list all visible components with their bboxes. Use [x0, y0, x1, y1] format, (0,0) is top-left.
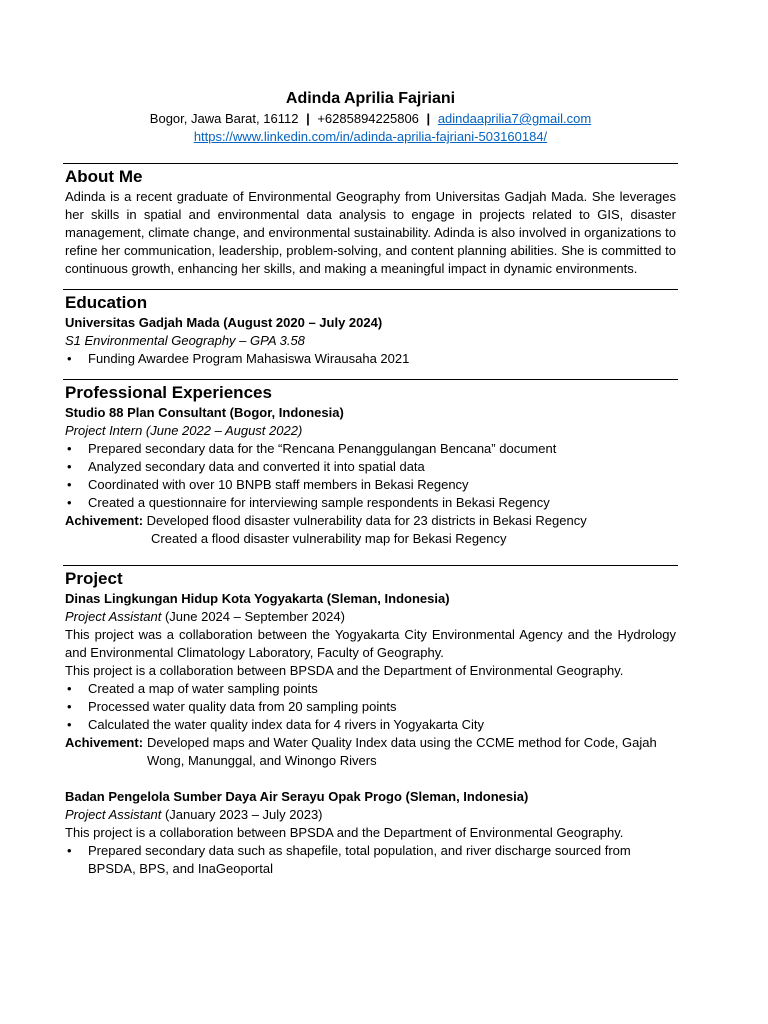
project-item	[65, 788, 676, 878]
list-item: • Prepared secondary data such as shapefile, total population, and river discharge sourced from BPSDA, BPS, and InaGeoportal	[65, 842, 676, 878]
education-degree: S1 Environmental Geography – GPA 3.58	[65, 333, 305, 348]
project-role: Project Assistant	[65, 807, 162, 822]
project-role: Project Assistant	[65, 609, 162, 624]
about-title: About Me	[65, 167, 143, 186]
about-section	[65, 163, 676, 278]
linkedin-link[interactable]: https://www.linkedin.com/in/adinda-aprilia-fajriani-503160184/	[193, 129, 548, 144]
list-item: • Prepared secondary data for the “Rencana Penanggulangan Bencana” document	[65, 440, 676, 458]
section-divider	[63, 379, 678, 380]
achievement-text: Created a flood disaster vulnerability map for Bekasi Regency	[151, 531, 507, 546]
address: Bogor, Jawa Barat, 16112	[149, 111, 299, 126]
project-description: This project is a collaboration between BPSDA and the Department of Environmental Geography.	[65, 825, 624, 840]
resume-page	[65, 88, 676, 878]
section-divider	[63, 565, 678, 566]
achievement-label: Achivement:	[65, 735, 144, 750]
project-dates: (January 2023 – July 2023)	[164, 807, 323, 822]
linkedin-line	[65, 128, 676, 146]
list-item: • Analyzed secondary data and converted it into spatial data	[65, 458, 676, 476]
experience-achievement	[65, 512, 676, 548]
list-item: • Processed water quality data from 20 sampling points	[65, 698, 676, 716]
list-item: • Calculated the water quality index data for 4 rivers in Yogyakarta City	[65, 716, 676, 734]
achievement-text: Developed flood disaster vulnerability data for 23 districts in Bekasi Regency	[146, 513, 587, 528]
experience-section	[65, 379, 676, 548]
list-item: • Created a map of water sampling points	[65, 680, 676, 698]
education-institution: Universitas Gadjah Mada (August 2020 – July 2024)	[65, 315, 383, 330]
experience-role: Project Intern (June 2022 – August 2022)	[65, 423, 303, 438]
education-title: Education	[65, 293, 148, 312]
section-divider	[63, 163, 678, 164]
project-bullets	[65, 680, 676, 734]
list-item: • Coordinated with over 10 BNPB staff members in Bekasi Regency	[65, 476, 676, 494]
education-section	[65, 289, 676, 368]
experience-bullets	[65, 440, 676, 512]
project-bullets	[65, 842, 676, 878]
project-role-line	[65, 806, 676, 824]
separator: |	[426, 111, 431, 126]
project-achievement	[65, 734, 676, 770]
project-description: This project is a collaboration between BPSDA and the Department of Environmental Geography.	[65, 663, 624, 678]
project-org: Dinas Lingkungan Hidup Kota Yogyakarta (Sleman, Indonesia)	[65, 591, 450, 606]
list-item: • Created a questionnaire for interviewing sample respondents in Bekasi Regency	[65, 494, 676, 512]
project-role-line	[65, 608, 676, 626]
resume-name: Adinda Aprilia Fajriani	[285, 90, 456, 107]
section-divider	[63, 289, 678, 290]
project-org: Badan Pengelola Sumber Daya Air Serayu Opak Progo (Sleman, Indonesia)	[65, 789, 529, 804]
project-item	[65, 590, 676, 770]
contact-line	[65, 110, 676, 128]
project-title: Project	[65, 569, 123, 588]
education-bullets	[65, 350, 676, 368]
experience-org: Studio 88 Plan Consultant (Bogor, Indonesia)	[65, 405, 344, 420]
email-link[interactable]: adindaaprilia7@gmail.com	[437, 111, 592, 126]
list-item: • Funding Awardee Program Mahasiswa Wirausaha 2021	[65, 350, 676, 368]
separator: |	[306, 111, 310, 126]
project-section	[65, 565, 676, 878]
phone: +6285894225806	[317, 111, 419, 126]
project-dates: (June 2024 – September 2024)	[164, 609, 345, 624]
experience-title: Professional Experiences	[65, 383, 272, 402]
achievement-label: Achivement:	[65, 513, 144, 528]
project-description: This project was a collaboration between the Yogyakarta City Environmental Agency and the Hydrology and Environmental Climatology Laboratory, Faculty of Geography.	[65, 627, 676, 660]
achievement-text: Developed maps and Water Quality Index data using the CCME method for Code, Gajah Wong, Manunggal, and Winongo Rivers	[147, 735, 657, 768]
about-text: Adinda is a recent graduate of Environmental Geography from Universitas Gadjah Mada. She leverages her skills in spatial and environmental data analysis to engage in projects related to GIS, disaster management, climate change, and environmental sustainability. Adinda is also involved in organizations to refine her communication, leadership, problem-solving, and content planning abilities. She is committed to continuous growth, enhancing her skills, and making a meaningful impact in dynamic environments.	[65, 189, 676, 276]
